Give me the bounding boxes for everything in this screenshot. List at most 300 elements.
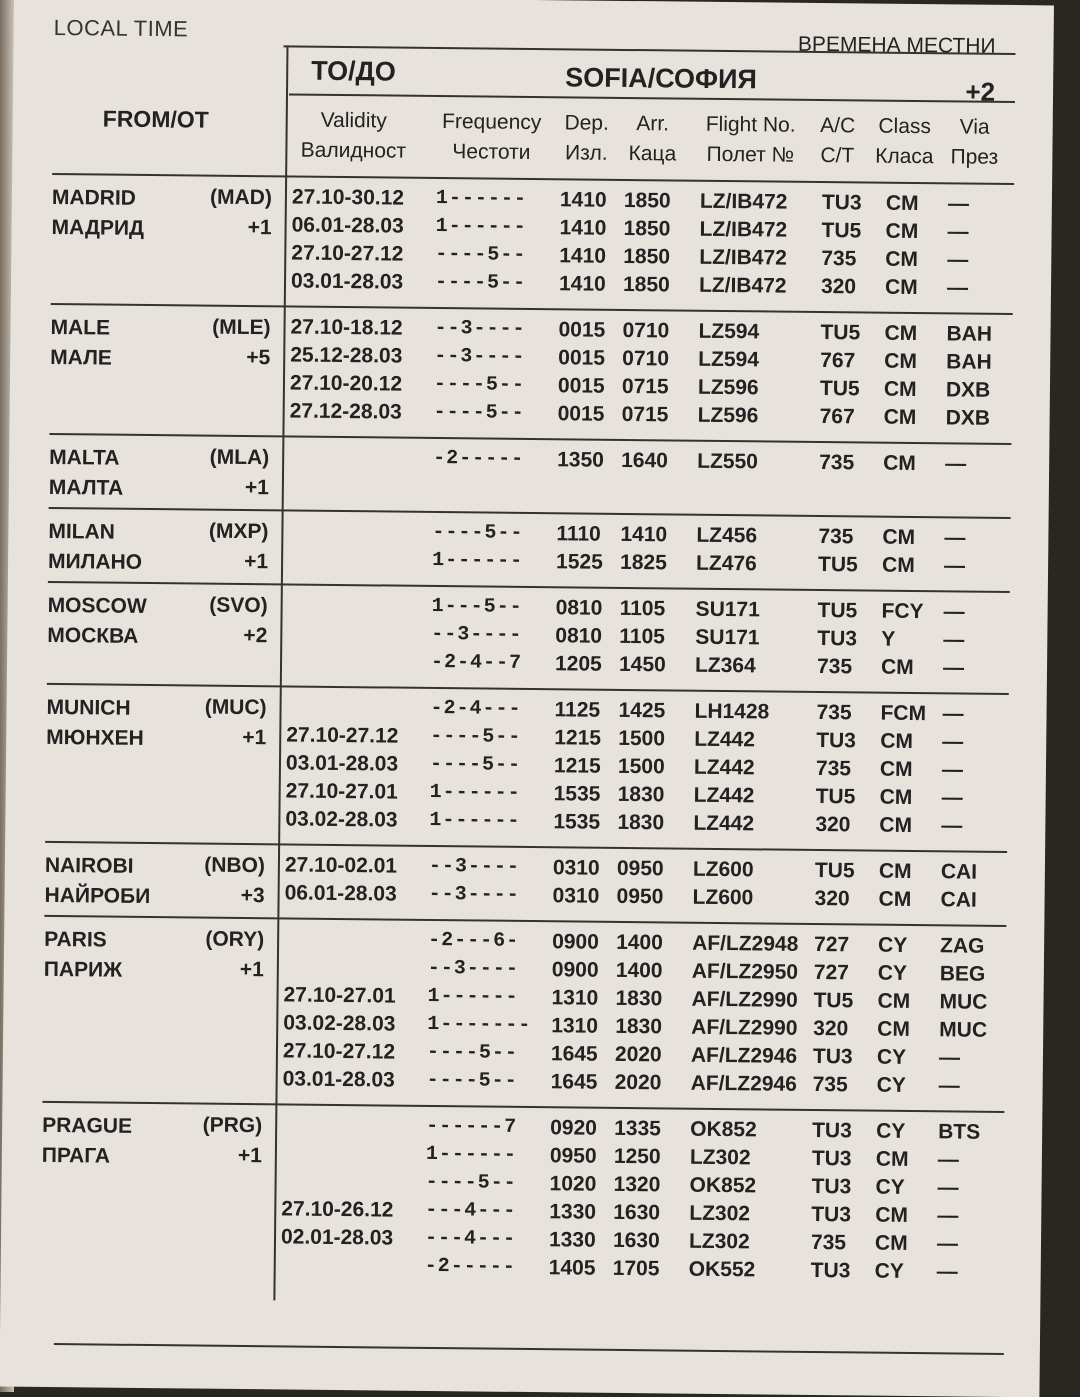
arrival-cell: 0950: [617, 857, 664, 881]
validity-cell: 25.12-28.03: [290, 343, 402, 368]
departure-cell: 1310: [551, 986, 598, 1010]
airport-code: (ORY): [194, 924, 264, 955]
via-cell: —: [948, 192, 969, 216]
departure-cell: 1410: [559, 272, 606, 296]
aircraft-cell: 735: [817, 655, 852, 679]
arrival-cell: 0710: [622, 319, 669, 343]
departure-cell: 1310: [551, 1014, 598, 1038]
arrival-cell: 1630: [613, 1201, 660, 1225]
class-cell: CM: [875, 1232, 908, 1256]
flight-number-cell: LZ600: [693, 858, 754, 883]
route-block: [44, 841, 1007, 925]
frequency-cell: -2-----: [425, 1255, 516, 1279]
route-block: [47, 581, 1010, 693]
origin-code: [198, 517, 269, 578]
arrival-cell: 1500: [618, 727, 665, 751]
departure-cell: 1330: [549, 1228, 596, 1252]
arrival-cell: 1705: [613, 1257, 660, 1281]
frequency-cell: 1---5--: [432, 595, 523, 619]
via-cell: CAI: [940, 888, 976, 912]
destination-timezone: +2: [965, 77, 995, 108]
origin-code: [199, 443, 270, 504]
validity-cell: 03.01-28.03: [291, 269, 403, 294]
route-block: [45, 683, 1009, 851]
validity-cell: 03.01-28.03: [286, 751, 398, 776]
destination-city: SOFIA/СОФИЯ: [565, 62, 757, 95]
via-cell: —: [942, 758, 963, 782]
aircraft-cell: TU3: [811, 1175, 851, 1199]
departure-cell: 1410: [560, 188, 607, 212]
validity-cell: 03.01-28.03: [283, 1067, 395, 1092]
from-column-header: FROM/OT: [103, 105, 209, 133]
departure-cell: 1535: [554, 782, 601, 806]
aircraft-cell: TU3: [812, 1147, 852, 1171]
class-cell: CM: [884, 350, 917, 374]
origin-city: [42, 1111, 132, 1172]
origin-timezone: +5: [200, 343, 270, 374]
validity-cell: 02.01-28.03: [281, 1225, 393, 1250]
departure-cell: 1405: [549, 1256, 596, 1280]
via-cell: —: [939, 1046, 960, 1070]
origin-city-bg: МАЛЕ: [50, 343, 112, 374]
origin-city: [49, 443, 124, 504]
departure-cell: 0310: [552, 884, 599, 908]
class-cell: CM: [876, 1148, 909, 1172]
frequency-cell: ----5--: [432, 521, 523, 545]
departure-cell: 0950: [550, 1144, 597, 1168]
flight-number-cell: LZ/IB472: [700, 190, 788, 215]
arrival-cell: 1630: [613, 1229, 660, 1253]
flight-number-cell: LZ600: [692, 886, 753, 911]
flight-number-cell: LZ442: [694, 756, 755, 781]
route-block: [51, 173, 1014, 313]
origin-city-bg: МИЛАНО: [48, 547, 142, 578]
aircraft-cell: TU5: [821, 219, 861, 243]
arrival-cell: 1500: [618, 755, 665, 779]
class-cell: CY: [875, 1260, 904, 1284]
frequency-cell: 1-------: [427, 1013, 531, 1037]
airport-code: (PRG): [192, 1110, 262, 1141]
arrival-cell: 2020: [615, 1043, 662, 1067]
arrival-cell: 1830: [615, 1015, 662, 1039]
aircraft-cell: TU5: [818, 553, 858, 577]
class-cell: CM: [881, 656, 914, 680]
arrival-cell: 1830: [618, 783, 665, 807]
origin-city-en: MADRID: [52, 183, 145, 214]
class-cell: CY: [875, 1176, 904, 1200]
aircraft-cell: TU3: [811, 1203, 851, 1227]
arrival-cell: 1830: [617, 811, 664, 835]
class-cell: CY: [878, 934, 907, 958]
departure-cell: 1645: [551, 1070, 598, 1094]
class-cell: FCM: [880, 702, 926, 726]
flight-number-cell: OK852: [689, 1174, 756, 1199]
via-cell: BAH: [946, 350, 992, 374]
frequency-cell: ------7: [426, 1115, 517, 1139]
departure-cell: 1350: [557, 448, 604, 472]
origin-city: [44, 851, 150, 912]
route-block: [40, 1101, 1004, 1297]
validity-cell: 27.10-18.12: [290, 315, 402, 340]
frequency-cell: --3----: [431, 623, 522, 647]
aircraft-cell: 767: [820, 349, 855, 373]
aircraft-cell: TU3: [813, 1045, 853, 1069]
origin-timezone: +1: [196, 723, 266, 754]
via-cell: —: [939, 1074, 960, 1098]
via-cell: —: [941, 814, 962, 838]
class-cell: CM: [877, 990, 910, 1014]
flight-number-cell: LZ/IB472: [699, 218, 787, 243]
aircraft-cell: TU5: [816, 785, 856, 809]
flight-number-cell: LH1428: [694, 700, 769, 725]
frequency-cell: --3----: [434, 345, 525, 369]
via-cell: MUC: [939, 1018, 987, 1042]
aircraft-cell: 735: [811, 1231, 846, 1255]
departure-cell: 0900: [552, 958, 599, 982]
validity-cell: 27.10-27.12: [283, 1039, 395, 1064]
via-cell: —: [945, 452, 966, 476]
origin-city: [48, 517, 143, 578]
flight-number-cell: AF/LZ2948: [692, 932, 798, 957]
origin-timezone: +1: [199, 473, 269, 504]
frequency-cell: --3----: [429, 855, 520, 879]
arrival-cell: 1850: [623, 217, 670, 241]
arrival-cell: 1640: [621, 449, 668, 473]
class-cell: CM: [880, 730, 913, 754]
origin-city-bg: ПРАГА: [42, 1141, 132, 1172]
departure-cell: 1215: [554, 754, 601, 778]
validity-cell: 27.10-27.01: [283, 983, 395, 1008]
aircraft-cell: 735: [816, 701, 851, 725]
frequency-cell: 1------: [429, 809, 520, 833]
ac-header: A/C С/Т: [812, 111, 863, 172]
airport-code: (NBO): [195, 850, 265, 881]
class-cell: CY: [876, 1120, 905, 1144]
frequency-cell: ----5--: [434, 401, 525, 425]
via-cell: MUC: [939, 990, 987, 1014]
flight-number-cell: LZ364: [695, 654, 756, 679]
class-cell: CM: [885, 220, 918, 244]
aircraft-cell: TU3: [811, 1259, 851, 1283]
frequency-cell: ----5--: [434, 373, 525, 397]
flight-number-cell: LZ594: [698, 320, 759, 345]
class-cell: CM: [877, 1018, 910, 1042]
arrival-cell: 0950: [616, 885, 663, 909]
via-cell: —: [937, 1232, 958, 1256]
departure-cell: 0310: [553, 856, 600, 880]
origin-code: [197, 591, 268, 652]
frequency-cell: ---4---: [425, 1227, 516, 1251]
frequency-cell: 1------: [430, 781, 521, 805]
flight-number-cell: LZ596: [698, 376, 759, 401]
via-header: Via През: [944, 112, 1005, 173]
flight-number-cell: LZ442: [693, 812, 754, 837]
aircraft-cell: TU3: [812, 1119, 852, 1143]
aircraft-cell: 320: [814, 887, 849, 911]
arrival-cell: 1830: [615, 987, 662, 1011]
origin-city: [46, 693, 144, 754]
frequency-cell: ----5--: [430, 725, 521, 749]
frequency-cell: 1------: [436, 215, 527, 239]
origin-city-en: MUNICH: [46, 693, 144, 724]
flight-number-cell: LZ302: [689, 1202, 750, 1227]
route-block: [48, 507, 1011, 591]
flight-number-cell: LZ442: [694, 728, 755, 753]
via-cell: —: [937, 1204, 958, 1228]
aircraft-cell: TU3: [816, 729, 856, 753]
aircraft-cell: 320: [813, 1017, 848, 1041]
departure-cell: 0810: [556, 596, 603, 620]
departure-cell: 1110: [556, 522, 601, 546]
aircraft-cell: 320: [815, 813, 850, 837]
validity-cell: 03.02-28.03: [285, 807, 397, 832]
airport-code: (MAD): [202, 183, 272, 214]
origin-code: [201, 183, 272, 244]
flight-number-cell: LZ302: [690, 1146, 751, 1171]
departure-cell: 0015: [558, 374, 605, 398]
route-block: [42, 915, 1006, 1111]
frequency-cell: 1------: [436, 187, 527, 211]
flight-number-cell: LZ550: [697, 450, 758, 475]
airport-code: (SVO): [197, 591, 267, 622]
validity-cell: 27.10-30.12: [292, 185, 404, 210]
validity-header: Validity Валидност: [298, 106, 409, 167]
arrival-cell: 1105: [619, 625, 665, 649]
departure-cell: 1535: [553, 810, 600, 834]
airport-code: (MXP): [198, 517, 268, 548]
origin-city-en: PRAGUE: [42, 1111, 132, 1142]
class-cell: CM: [880, 786, 913, 810]
flight-number-cell: LZ302: [689, 1230, 750, 1255]
aircraft-cell: 767: [820, 405, 855, 429]
validity-cell: 06.01-28.03: [291, 213, 403, 238]
origin-city: [44, 925, 123, 986]
origin-timezone: +1: [198, 547, 268, 578]
flight-number-cell: LZ/IB472: [699, 246, 787, 271]
origin-city-en: PARIS: [44, 925, 123, 956]
departure-cell: 1525: [556, 550, 603, 574]
arrival-cell: 1425: [618, 699, 665, 723]
validity-cell: 27.10-02.01: [285, 853, 397, 878]
frequency-cell: ----5--: [435, 271, 526, 295]
via-cell: —: [944, 526, 965, 550]
via-cell: —: [947, 220, 968, 244]
class-cell: CM: [884, 322, 917, 346]
origin-city: [51, 183, 144, 244]
arrival-cell: 1450: [619, 653, 666, 677]
origin-timezone: +2: [197, 621, 267, 652]
via-cell: —: [947, 248, 968, 272]
departure-cell: 1125: [554, 698, 600, 722]
via-cell: BAH: [946, 322, 992, 346]
departure-cell: 0920: [550, 1116, 597, 1140]
frequency-cell: --3----: [434, 317, 525, 341]
origin-city-bg: ПАРИЖ: [44, 955, 123, 986]
arrival-cell: 1410: [620, 523, 667, 547]
origin-city-bg: МОСКВА: [47, 621, 146, 652]
class-header: Class Класа: [866, 111, 943, 172]
table-bottom-border: [54, 1343, 1004, 1355]
origin-city-bg: НАЙРОБИ: [44, 881, 150, 912]
flight-number-cell: LZ/IB472: [699, 274, 787, 299]
validity-cell: 27.12-28.03: [290, 399, 402, 424]
origin-code: [200, 313, 271, 374]
aircraft-cell: 320: [821, 275, 856, 299]
route-block: [49, 303, 1012, 443]
origin-city-bg: МАЛТА: [49, 473, 124, 504]
class-cell: CM: [882, 526, 915, 550]
frequency-cell: -2-4--7: [431, 651, 522, 675]
class-cell: CY: [877, 1074, 906, 1098]
class-cell: CM: [883, 452, 916, 476]
aircraft-cell: 727: [814, 961, 849, 985]
arrival-cell: 1850: [623, 273, 670, 297]
class-cell: CM: [884, 378, 917, 402]
frequency-header: Frequency Честоти: [428, 107, 555, 168]
arrival-cell: 1400: [616, 959, 663, 983]
via-cell: —: [937, 1176, 958, 1200]
via-cell: —: [944, 554, 965, 578]
arrival-cell: 0710: [622, 347, 669, 371]
airport-code: (MUC): [196, 693, 266, 724]
departure-cell: 0015: [558, 346, 605, 370]
frequency-cell: -2-4---: [430, 697, 521, 721]
origin-city-en: MILAN: [48, 517, 142, 548]
flight-number-cell: SU171: [695, 598, 759, 623]
aircraft-cell: 735: [816, 757, 851, 781]
via-cell: —: [943, 600, 964, 624]
arrival-cell: 0715: [622, 403, 669, 427]
via-cell: —: [942, 730, 963, 754]
class-cell: CM: [878, 888, 911, 912]
frequency-cell: 1------: [426, 1143, 517, 1167]
frequency-cell: ---4---: [425, 1199, 516, 1223]
class-cell: CM: [879, 814, 912, 838]
origin-city: [47, 591, 147, 652]
arrival-cell: 0715: [622, 375, 669, 399]
via-cell: —: [942, 702, 963, 726]
class-cell: FCY: [881, 600, 923, 624]
flight-number-cell: OK552: [689, 1258, 756, 1283]
origin-timezone: +1: [192, 1140, 262, 1171]
class-cell: CM: [885, 248, 918, 272]
origin-city-en: MALE: [50, 313, 112, 344]
validity-cell: 06.01-28.03: [285, 881, 397, 906]
flight-number-cell: AF/LZ2950: [692, 960, 798, 985]
arrival-cell: 1335: [614, 1117, 661, 1141]
aircraft-cell: 727: [814, 933, 849, 957]
class-cell: CM: [875, 1204, 908, 1228]
flight-number-cell: LZ594: [698, 348, 759, 373]
origin-city-en: MOSCOW: [47, 591, 146, 622]
aircraft-cell: TU5: [820, 377, 860, 401]
origin-city-en: MALTA: [49, 443, 124, 474]
departure-cell: 1645: [551, 1042, 598, 1066]
class-cell: CM: [882, 554, 915, 578]
origin-timezone: +1: [201, 213, 271, 244]
frequency-cell: -2---6-: [428, 929, 519, 953]
aircraft-cell: 735: [818, 525, 853, 549]
aircraft-cell: TU5: [815, 859, 855, 883]
frequency-cell: --3----: [429, 883, 520, 907]
aircraft-cell: 735: [821, 247, 856, 271]
departure-cell: 0015: [558, 402, 605, 426]
aircraft-cell: 735: [819, 451, 854, 475]
header-local-time-bg: ВРЕМЕНА МЕСТНИ: [798, 33, 996, 59]
flight-number-cell: SU171: [695, 626, 759, 651]
frequency-cell: ----5--: [427, 1041, 518, 1065]
airport-code: (MLA): [199, 443, 269, 474]
origin-city-bg: МАДРИД: [51, 213, 144, 244]
origin-code: [194, 850, 265, 911]
class-cell: CM: [879, 860, 912, 884]
aircraft-cell: TU3: [822, 191, 862, 215]
flight-header: Flight No. Полет №: [692, 110, 809, 171]
departure-cell: 0810: [555, 624, 602, 648]
flight-number-cell: LZ456: [696, 524, 757, 549]
departure-cell: 1410: [559, 244, 606, 268]
aircraft-cell: TU5: [817, 599, 857, 623]
via-cell: CAI: [941, 860, 977, 884]
arrival-cell: 1850: [624, 189, 671, 213]
class-cell: CY: [878, 962, 907, 986]
origin-code: [192, 1110, 263, 1171]
arrival-cell: 1850: [623, 245, 670, 269]
frequency-cell: ----5--: [435, 243, 526, 267]
departure-cell: 1205: [555, 652, 602, 676]
arr-header: Arr. Каца: [622, 109, 683, 170]
aircraft-cell: 735: [813, 1073, 848, 1097]
departure-cell: 1215: [554, 726, 601, 750]
frequency-cell: -2-----: [433, 447, 524, 471]
validity-cell: 27.10-27.12: [286, 723, 398, 748]
origin-city: [50, 313, 112, 374]
via-cell: DXB: [946, 378, 991, 402]
arrival-cell: 1320: [613, 1173, 660, 1197]
airport-code: (MLE): [200, 313, 270, 344]
departure-cell: 0900: [552, 930, 599, 954]
departure-cell: 1410: [559, 216, 606, 240]
via-cell: BTS: [938, 1120, 980, 1144]
validity-cell: 27.10-27.01: [286, 779, 398, 804]
class-cell: CM: [884, 406, 917, 430]
origin-city-bg: МЮНХЕН: [46, 723, 144, 754]
via-cell: BEG: [940, 962, 986, 986]
frequency-cell: 1------: [427, 985, 518, 1009]
destination-row: [289, 45, 1015, 103]
flight-number-cell: LZ476: [696, 552, 757, 577]
aircraft-cell: TU5: [820, 321, 860, 345]
frequency-cell: --3----: [428, 957, 519, 981]
frequency-cell: 1------: [432, 549, 523, 573]
arrival-cell: 1825: [620, 551, 667, 575]
flight-number-cell: OK852: [690, 1118, 757, 1143]
flight-number-cell: LZ442: [694, 784, 755, 809]
validity-cell: 03.02-28.03: [283, 1011, 395, 1036]
class-cell: Y: [881, 628, 895, 652]
via-cell: —: [947, 276, 968, 300]
via-cell: —: [942, 786, 963, 810]
arrival-cell: 1250: [614, 1145, 661, 1169]
flight-number-cell: AF/LZ2946: [691, 1072, 797, 1097]
arrival-cell: 1105: [620, 597, 666, 621]
class-cell: CM: [886, 192, 919, 216]
departure-cell: 1020: [549, 1172, 596, 1196]
validity-cell: 27.10-27.12: [291, 241, 403, 266]
arrival-cell: 1400: [616, 931, 663, 955]
dep-header: Dep. Изл.: [556, 108, 617, 169]
via-cell: —: [943, 628, 964, 652]
